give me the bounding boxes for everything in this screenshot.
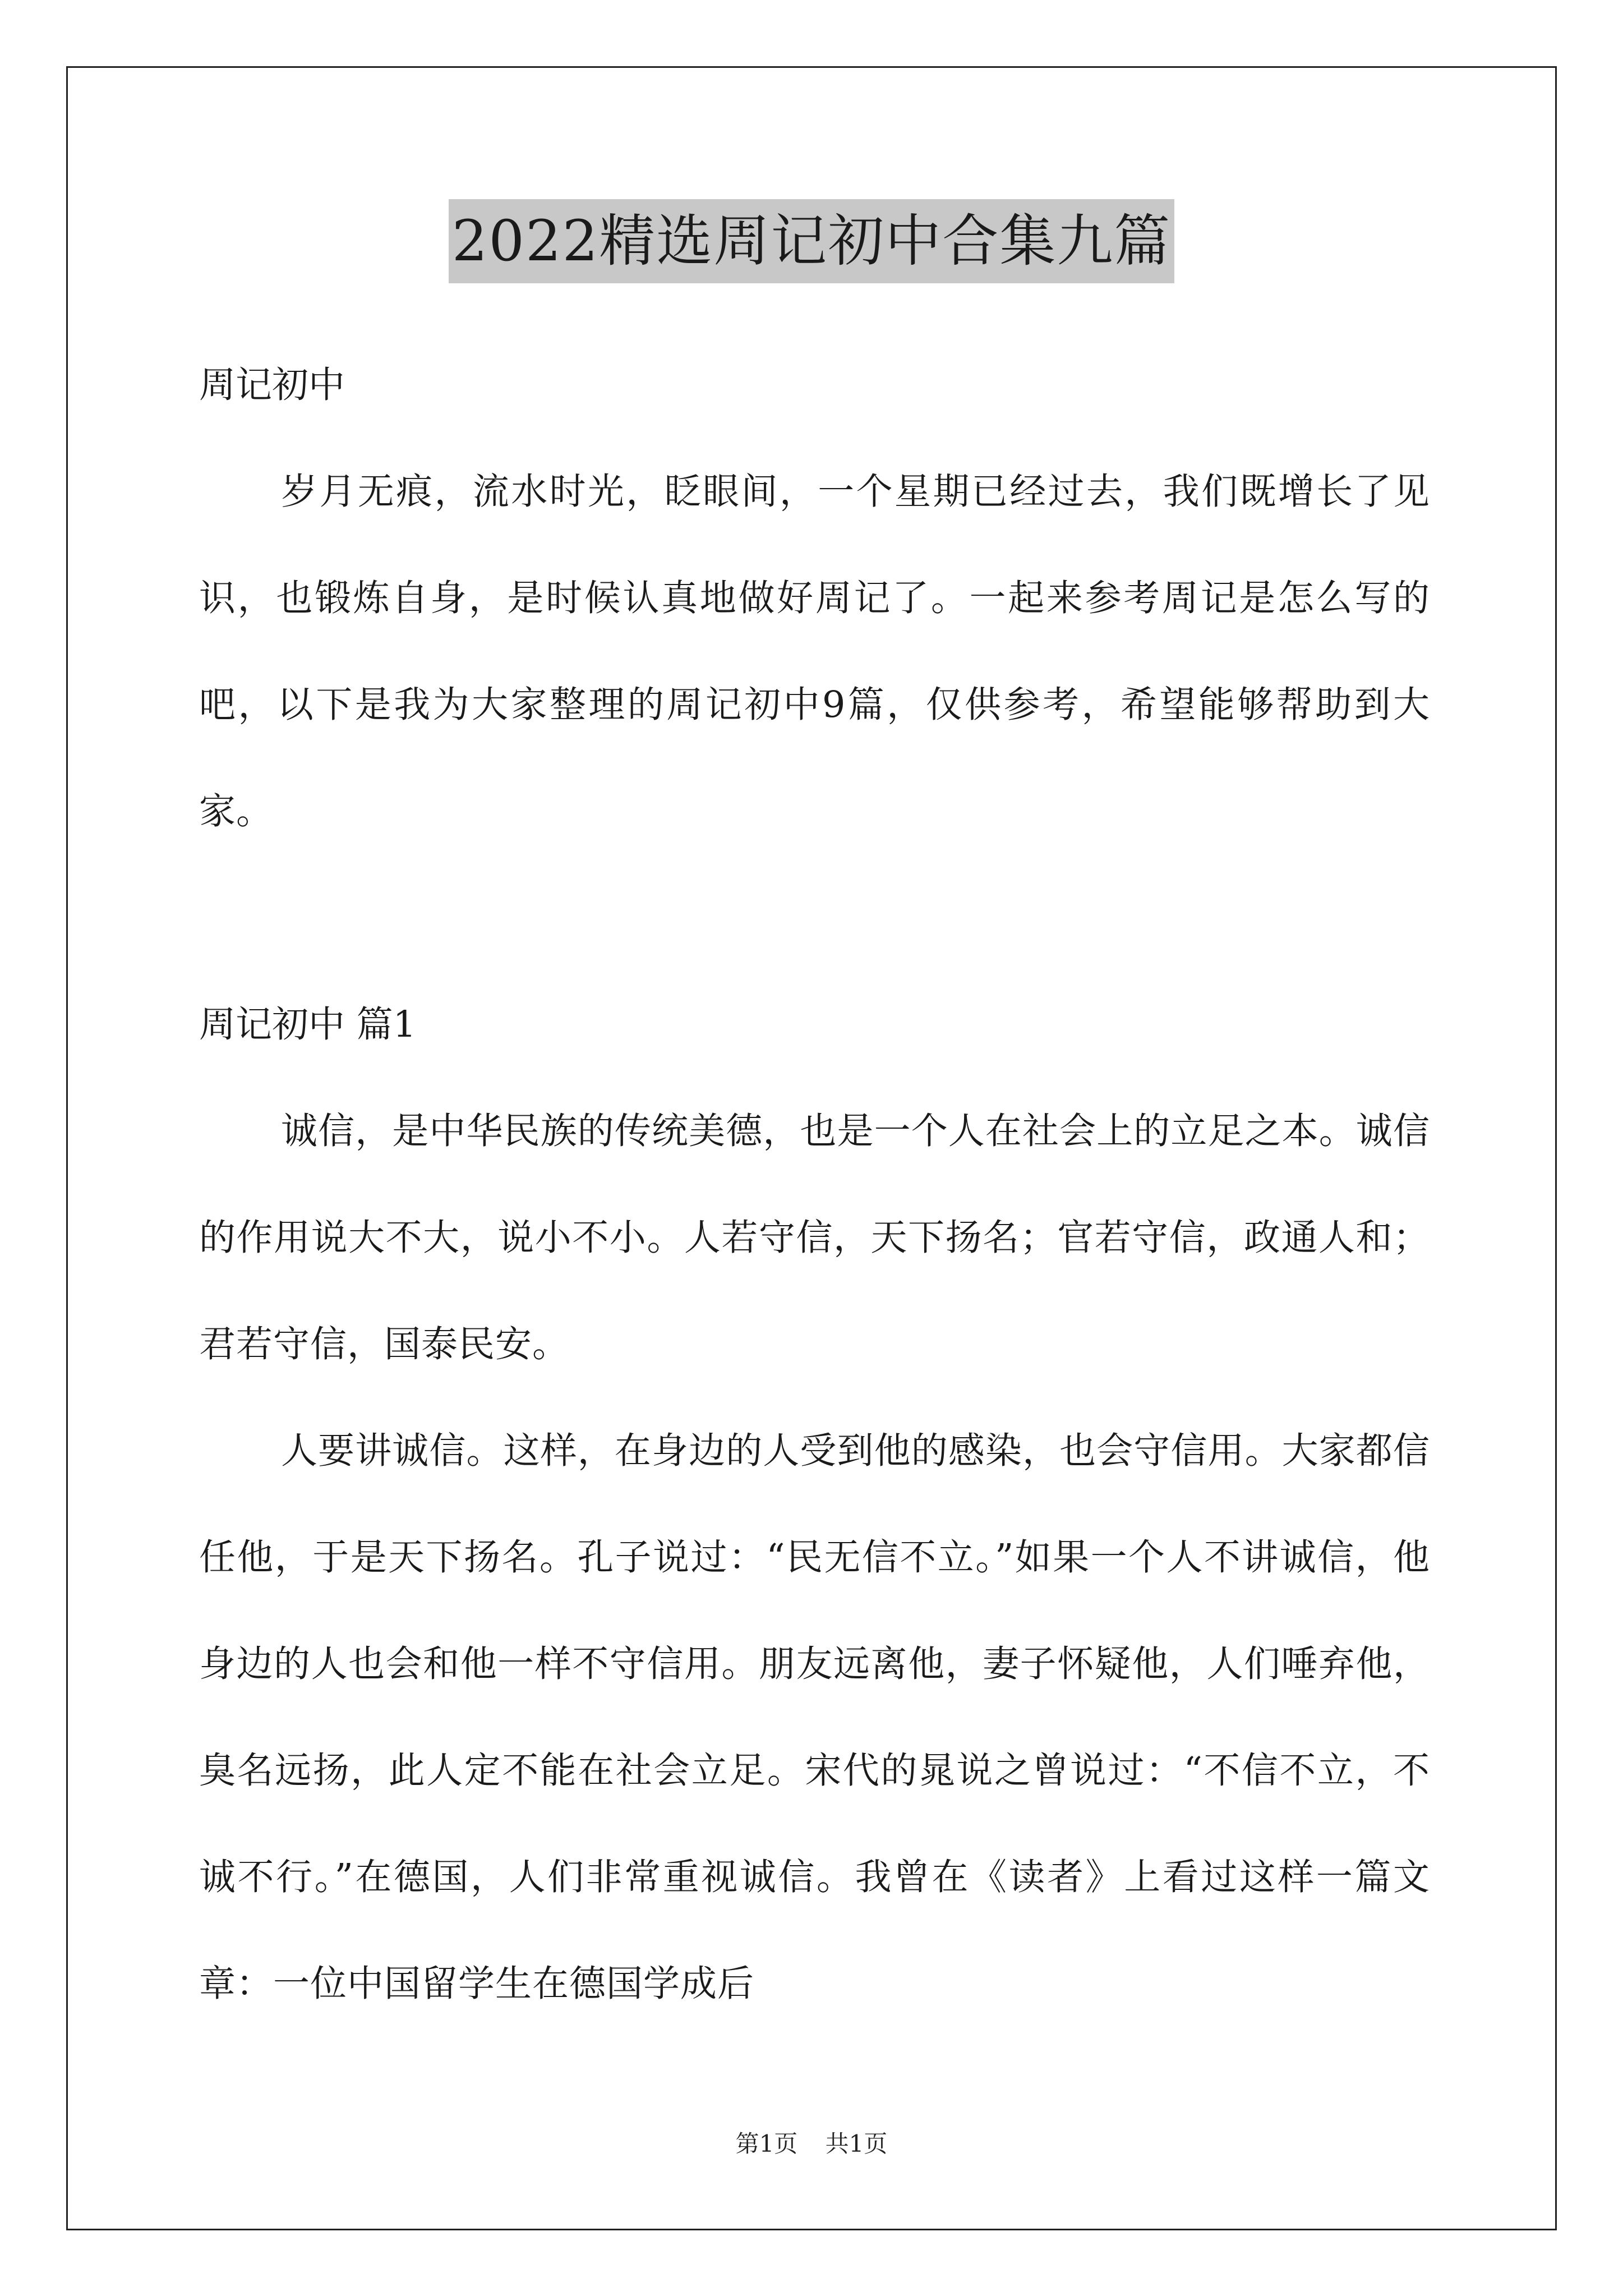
section1-paragraph-2: 人要讲诚信。这样，在身边的人受到他的感染，也会守信用。大家都信任他，于是天下扬名。孔子说过：“民无信不立。”如果一个人不讲诚信，他身边的人也会和他一样不守信用。朋友远离他，妻子怀疑他，人们唾弃他，臭名远扬，此人定不能在社会立足。宋代的晁说之曾说过：“不信不立，不诚不行。”在德国，人们非常重视诚信。我曾在《读者》上看过这样一篇文章：一位中国留学生在德国学成后 xyxy=(199,1430,1430,2005)
intro-heading: 周记初中 xyxy=(199,364,345,406)
section1-heading: 周记初中 篇1 xyxy=(199,1004,417,1046)
section-spacer xyxy=(199,865,1430,972)
page-footer xyxy=(0,2127,1623,2161)
section1-paragraph-1: 诚信，是中华民族的传统美德，也是一个人在社会上的立足之本。诚信的作用说大不大，说小不小。人若守信，天下扬名；官若守信，政通人和；君若守信，国泰民安。 xyxy=(199,1110,1430,1365)
page-number-total: 共1页 xyxy=(825,2130,888,2157)
document-body xyxy=(199,332,1430,2037)
title-container xyxy=(0,199,1623,283)
intro-paragraph: 岁月无痕，流水时光，眨眼间，一个星期已经过去，我们既增长了见识，也锻炼自身，是时候认真地做好周记了。一起来参考周记是怎么写的吧，以下是我为大家整理的周记初中9篇，仅供参考，希望能够帮助到大家。 xyxy=(199,471,1430,832)
document-title: 2022精选周记初中合集九篇 xyxy=(449,199,1175,283)
page-number-current: 第1页 xyxy=(735,2130,798,2157)
